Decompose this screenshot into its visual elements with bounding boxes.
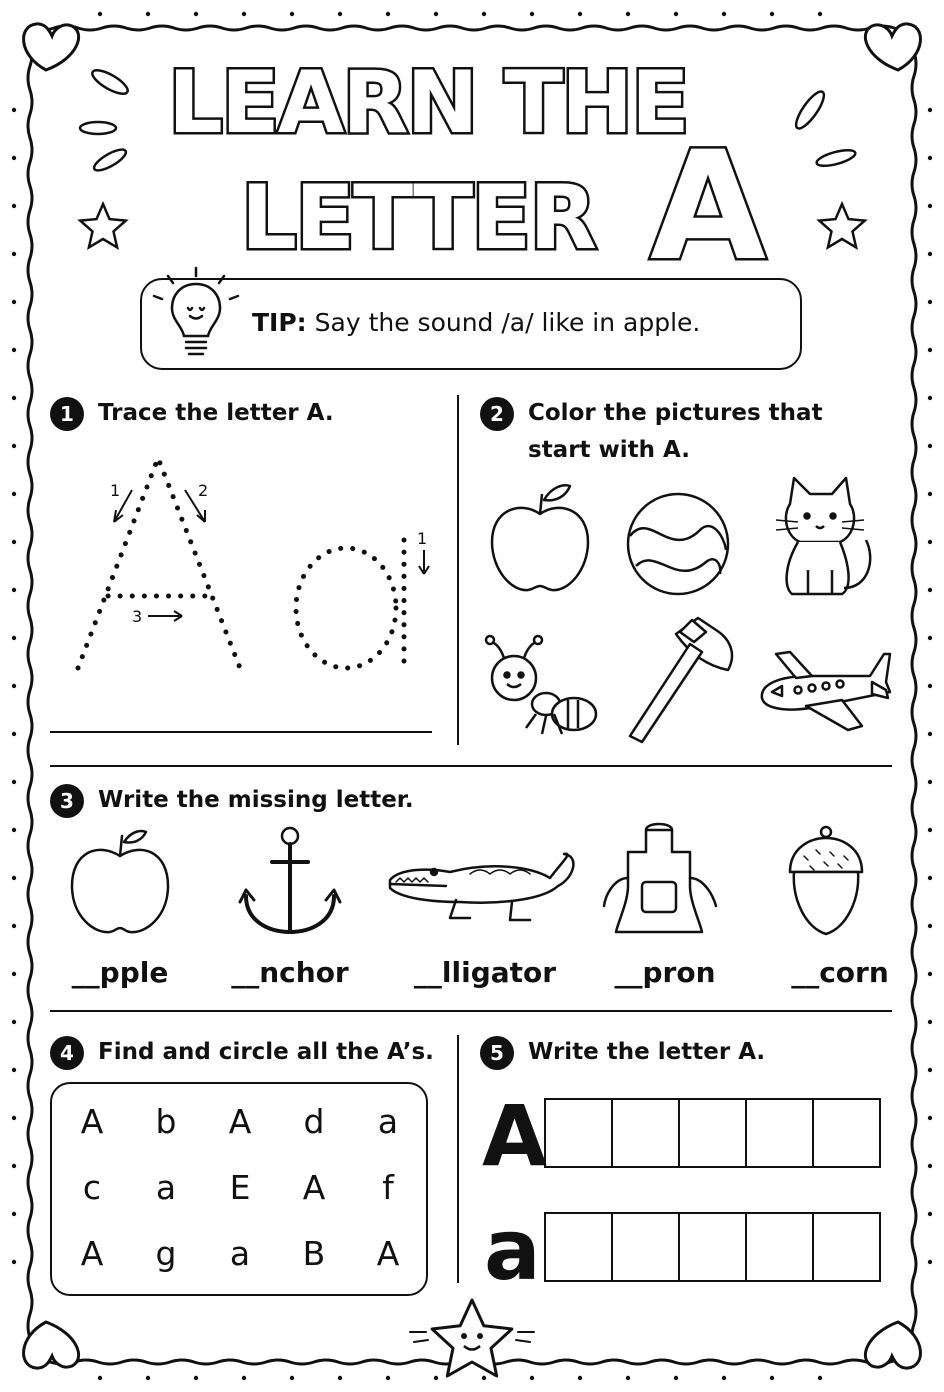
- border-dot: [928, 732, 932, 736]
- axe-icon: [630, 618, 732, 742]
- border-dot: [928, 300, 932, 304]
- title-line1: LEARN THE: [168, 53, 688, 153]
- border-dot: [928, 1260, 932, 1264]
- border-dot: [928, 1164, 932, 1168]
- grid-letter[interactable]: g: [155, 1234, 177, 1273]
- border-dot: [928, 492, 932, 496]
- missing-word: __lligator: [413, 956, 557, 989]
- section-heading: Color the pictures that: [528, 400, 823, 426]
- vertical-divider: [457, 395, 459, 745]
- missing-letter-pictures: [50, 822, 900, 942]
- border-dot: [928, 1116, 932, 1120]
- grid-letter[interactable]: A: [80, 1102, 104, 1141]
- alligator-icon: [390, 854, 573, 920]
- section-heading: Trace the letter A.: [98, 400, 334, 426]
- grid-letter[interactable]: b: [155, 1102, 177, 1141]
- write-box[interactable]: [611, 1212, 680, 1282]
- border-dot: [12, 492, 16, 496]
- ant-icon: [486, 636, 596, 734]
- grid-letter[interactable]: f: [382, 1168, 394, 1207]
- border-dot: [98, 1376, 102, 1380]
- write-box[interactable]: [745, 1212, 814, 1282]
- border-dot: [928, 924, 932, 928]
- tip-box: [140, 278, 802, 370]
- border-dot: [818, 1376, 822, 1380]
- border-dot: [12, 1212, 16, 1216]
- write-box[interactable]: [678, 1098, 747, 1168]
- border-dot: [722, 1376, 726, 1380]
- section-heading: Find and circle all the A’s.: [98, 1039, 434, 1065]
- smiling-star-icon: [404, 1292, 540, 1384]
- title-line2: LETTER: [240, 166, 596, 269]
- color-pictures[interactable]: [480, 470, 900, 750]
- border-dot: [928, 828, 932, 832]
- section-heading: start with A.: [528, 437, 691, 463]
- cat-icon: [776, 478, 870, 594]
- border-dot: [12, 780, 16, 784]
- trace-letter-area[interactable]: [50, 440, 440, 740]
- section-number: 4: [50, 1036, 84, 1070]
- border-dot: [928, 396, 932, 400]
- border-dot: [242, 1376, 246, 1380]
- border-dot: [12, 588, 16, 592]
- border-dot: [290, 1376, 294, 1380]
- section-heading: Write the missing letter.: [98, 787, 414, 813]
- section-number: 3: [50, 784, 84, 818]
- grid-letter[interactable]: d: [303, 1102, 325, 1141]
- write-box[interactable]: [544, 1212, 613, 1282]
- tip-label: TIP:: [252, 308, 307, 337]
- grid-letter[interactable]: c: [82, 1168, 102, 1207]
- horizontal-divider: [50, 765, 892, 767]
- missing-word: __corn: [791, 956, 889, 989]
- apron-icon: [604, 824, 716, 932]
- missing-word: __pron: [614, 956, 716, 989]
- grid-letter[interactable]: A: [228, 1102, 252, 1141]
- grid-letter[interactable]: A: [376, 1234, 400, 1273]
- write-box[interactable]: [611, 1098, 680, 1168]
- border-dot: [928, 588, 932, 592]
- acorn-icon: [790, 827, 862, 934]
- grid-letter[interactable]: a: [377, 1102, 399, 1141]
- section-heading: Write the letter A.: [528, 1039, 766, 1065]
- border-dot: [12, 540, 16, 544]
- border-dot: [12, 444, 16, 448]
- border-dot: [770, 1376, 774, 1380]
- border-dot: [12, 636, 16, 640]
- tip-message: Say the sound /a/ like in apple.: [314, 308, 701, 337]
- border-dot: [12, 684, 16, 688]
- apple-icon: [492, 485, 588, 590]
- grid-letter[interactable]: E: [229, 1168, 251, 1207]
- border-dot: [194, 1376, 198, 1380]
- write-box[interactable]: [812, 1098, 881, 1168]
- border-dot: [928, 972, 932, 976]
- write-model-letter: a: [484, 1201, 541, 1299]
- border-dot: [12, 300, 16, 304]
- border-dot: [12, 876, 16, 880]
- grid-letter[interactable]: B: [302, 1234, 326, 1273]
- write-box[interactable]: [745, 1098, 814, 1168]
- ball-icon: [628, 494, 728, 594]
- border-dot: [578, 1376, 582, 1380]
- letter-grid: [50, 1082, 428, 1296]
- write-boxes-uppercase[interactable]: [546, 1098, 881, 1168]
- write-box[interactable]: [544, 1098, 613, 1168]
- border-dot: [386, 1376, 390, 1380]
- border-dot: [12, 924, 16, 928]
- grid-letter[interactable]: a: [229, 1234, 251, 1273]
- write-boxes-lowercase[interactable]: [546, 1212, 881, 1282]
- border-dot: [12, 972, 16, 976]
- section-number: 5: [480, 1036, 514, 1070]
- border-dot: [12, 1116, 16, 1120]
- border-dot: [12, 732, 16, 736]
- border-dot: [928, 348, 932, 352]
- border-dot: [928, 876, 932, 880]
- grid-letter[interactable]: a: [155, 1168, 177, 1207]
- write-box[interactable]: [812, 1212, 881, 1282]
- section-number: 1: [50, 397, 84, 431]
- anchor-icon: [240, 828, 340, 932]
- title-art: [0, 0, 944, 280]
- border-dot: [928, 636, 932, 640]
- border-dot: [12, 1164, 16, 1168]
- stroke-label: 2: [198, 481, 209, 500]
- border-dot: [626, 1376, 630, 1380]
- apple-icon: [72, 831, 168, 932]
- grid-letter[interactable]: A: [80, 1234, 104, 1273]
- lightbulb-icon: [146, 264, 246, 364]
- missing-word: __pple: [71, 956, 169, 989]
- border-dot: [928, 540, 932, 544]
- border-dot: [12, 1260, 16, 1264]
- border-dot: [674, 1376, 678, 1380]
- horizontal-divider: [50, 1010, 892, 1012]
- write-box[interactable]: [678, 1212, 747, 1282]
- border-dot: [928, 1068, 932, 1072]
- stroke-label: 1: [417, 529, 428, 548]
- stroke-label: 1: [110, 481, 121, 500]
- border-dot: [928, 684, 932, 688]
- border-dot: [146, 1376, 150, 1380]
- missing-word: __nchor: [231, 956, 349, 989]
- border-dot: [12, 828, 16, 832]
- border-dot: [928, 1212, 932, 1216]
- title-letter: A: [649, 120, 767, 280]
- border-dot: [12, 1020, 16, 1024]
- grid-letter[interactable]: A: [302, 1168, 326, 1207]
- border-dot: [12, 348, 16, 352]
- stroke-label: 3: [132, 607, 143, 626]
- tip-text: [252, 308, 700, 337]
- airplane-icon: [762, 652, 890, 730]
- border-dot: [338, 1376, 342, 1380]
- border-dot: [12, 396, 16, 400]
- border-dot: [928, 1020, 932, 1024]
- vertical-divider: [457, 1035, 459, 1283]
- border-dot: [928, 444, 932, 448]
- write-model-letter: A: [482, 1087, 548, 1185]
- border-dot: [12, 1068, 16, 1072]
- border-dot: [928, 780, 932, 784]
- section-number: 2: [480, 397, 514, 431]
